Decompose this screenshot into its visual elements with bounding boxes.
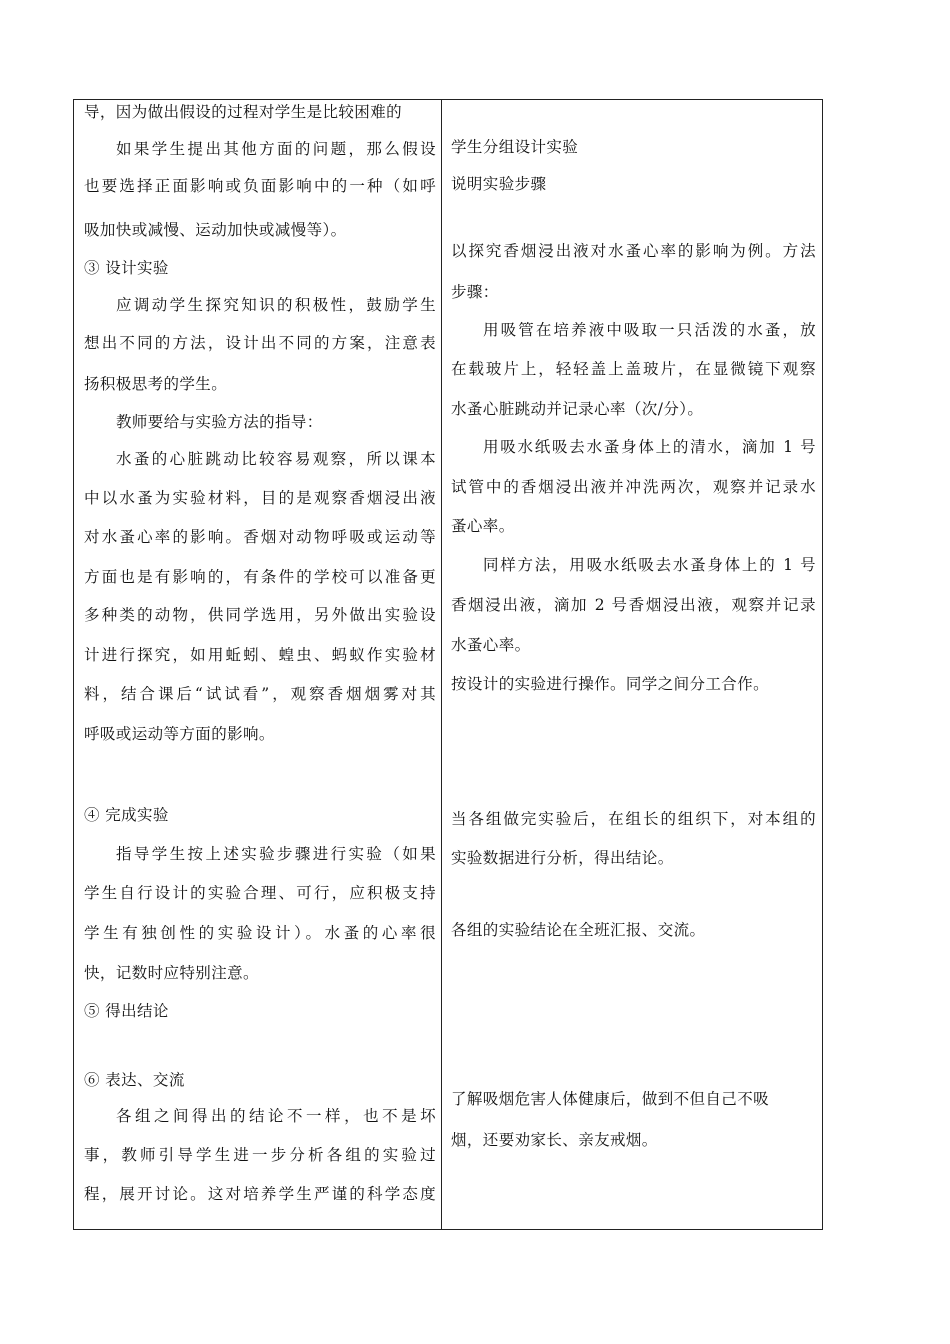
text-line: 料，结合课后“试试看”，观察香烟烟雾对其: [84, 685, 436, 703]
lesson-table: [73, 99, 823, 1230]
column-divider: [441, 100, 442, 1229]
text-line: 中以水蚤为实验材料，目的是观察香烟浸出液: [84, 489, 436, 507]
text-line: 各组之间得出的结论不一样，也不是坏: [116, 1107, 436, 1125]
text-line: 计进行探究，如用蚯蚓、蝗虫、蚂蚁作实验材: [84, 646, 436, 664]
text-line: 程，展开讨论。这对培养学生严谨的科学态度: [84, 1185, 436, 1203]
teacher-activity-column: [84, 100, 436, 1229]
text-line: 水蚤心脏跳动并记录心率（次/分）。: [451, 400, 704, 418]
text-line: 蚤心率。: [451, 517, 515, 535]
text-line: 学生有独创性的实验设计）。水蚤的心率很: [84, 924, 436, 942]
text-line: 多种类的动物，供同学选用，另外做出实验设: [84, 606, 436, 624]
section-heading: ⑤ 得出结论: [84, 1002, 169, 1020]
text-line: 导，因为做出假设的过程对学生是比较困难的: [84, 103, 403, 121]
text-line: 水蚤心率。: [451, 636, 531, 654]
text-line: 了解吸烟危害人体健康后，做到不但自己不吸: [451, 1090, 770, 1108]
student-activity-column: [451, 100, 816, 1229]
text-line: 学生分组设计实验: [451, 138, 579, 156]
text-line: 指导学生按上述实验步骤进行实验（如果: [116, 845, 436, 863]
text-line: 当各组做完实验后，在组长的组织下，对本组的: [451, 810, 816, 828]
text-line: 在载玻片上，轻轻盖上盖玻片，在显微镜下观察: [451, 360, 816, 378]
text-line: 用吸水纸吸去水蚤身体上的清水，滴加 1 号: [483, 438, 816, 456]
section-heading: ⑥ 表达、交流: [84, 1071, 185, 1089]
text-line: 对水蚤心率的影响。香烟对动物呼吸或运动等: [84, 528, 436, 546]
text-line: 水蚤的心脏跳动比较容易观察，所以课本: [116, 450, 436, 468]
text-line: 用吸管在培养液中吸取一只活泼的水蚤，放: [483, 321, 816, 339]
text-line: 试管中的香烟浸出液并冲洗两次，观察并记录水: [451, 478, 816, 496]
text-line: 按设计的实验进行操作。同学之间分工合作。: [451, 675, 770, 693]
text-line: 以探究香烟浸出液对水蚤心率的影响为例。方法: [451, 242, 816, 260]
text-line: 呼吸或运动等方面的影响。: [84, 725, 275, 743]
text-line: 方面也是有影响的，有条件的学校可以准备更: [84, 568, 436, 586]
text-line: 如果学生提出其他方面的问题，那么假设: [116, 140, 436, 158]
section-heading: ③ 设计实验: [84, 259, 169, 277]
text-line: 吸加快或减慢、运动加快或减慢等）。: [84, 221, 347, 239]
text-line: 扬积极思考的学生。: [84, 375, 228, 393]
text-line: 香烟浸出液，滴加 2 号香烟浸出液，观察并记录: [451, 596, 816, 614]
text-line: 应调动学生探究知识的积极性，鼓励学生: [116, 296, 436, 314]
section-heading: ④ 完成实验: [84, 806, 169, 824]
text-line: 说明实验步骤: [451, 175, 547, 193]
text-line: 步骤：: [451, 283, 499, 301]
text-line: 学生自行设计的实验合理、可行，应积极支持: [84, 884, 436, 902]
text-line: 也要选择正面影响或负面影响中的一种（如呼: [84, 177, 436, 195]
text-line: 教师要给与实验方法的指导：: [116, 413, 323, 431]
text-line: 实验数据进行分析，得出结论。: [451, 849, 674, 867]
text-line: 同样方法，用吸水纸吸去水蚤身体上的 1 号: [483, 556, 816, 574]
text-line: 事，教师引导学生进一步分析各组的实验过: [84, 1146, 436, 1164]
text-line: 各组的实验结论在全班汇报、交流。: [451, 921, 706, 939]
text-line: 烟，还要劝家长、亲友戒烟。: [451, 1131, 658, 1149]
text-line: 快，记数时应特别注意。: [84, 964, 259, 982]
text-line: 想出不同的方法，设计出不同的方案，注意表: [84, 334, 436, 352]
